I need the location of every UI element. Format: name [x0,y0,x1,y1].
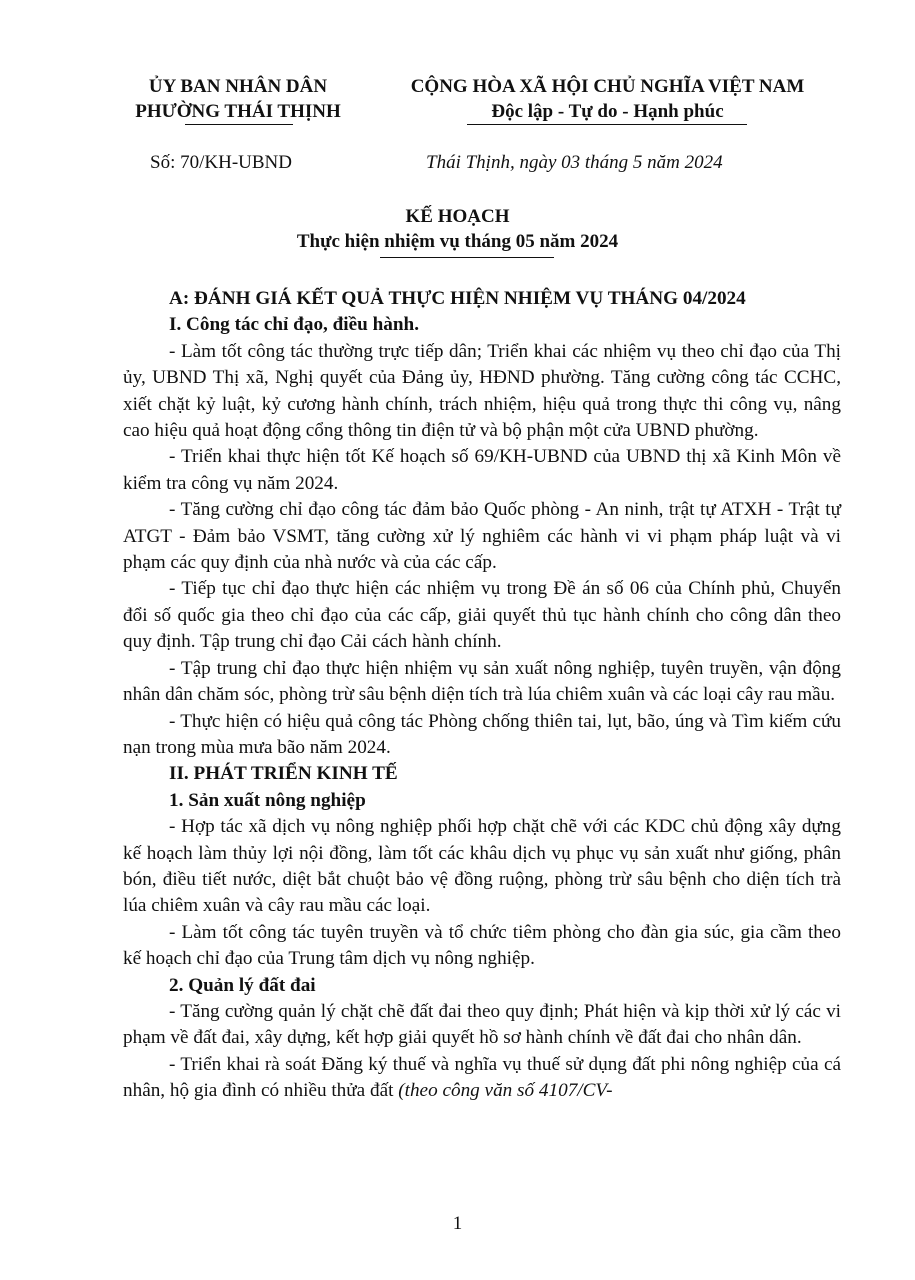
national-title: CỘNG HÒA XÃ HỘI CHỦ NGHĨA VIỆT NAM [410,76,805,97]
paragraph: - Tiếp tục chỉ đạo thực hiện các nhiệm vụ trong Đề án số 06 của Chính phủ, Chuyển đổi số quốc gia theo chỉ đạo của các cấp, giải quyết thủ tục hành chính cho công dân theo quy định. Tập trung chỉ đạo Cải cách hành chính. [123,578,841,653]
document-number: Số: 70/KH-UBND [150,152,292,173]
section-ii-heading: II. PHÁT TRIỂN KINH TẾ [169,763,398,785]
page-number: 1 [452,1213,463,1234]
section-a-heading: A: ĐÁNH GIÁ KẾT QUẢ THỰC HIỆN NHIỆM VỤ THÁNG 04/2024 [169,288,746,309]
paragraph: - Thực hiện có hiệu quả công tác Phòng chống thiên tai, lụt, bão, úng và Tìm kiếm cứu nạn trong mùa mưa bão năm 2024. [123,710,841,758]
paragraph [123,1052,841,1105]
national-motto: Độc lập - Tự do - Hạnh phúc [491,101,724,122]
document-title: KẾ HOẠCH [405,206,510,227]
document-body [123,286,841,1105]
subsection-ii-1-heading: 1. Sản xuất nông nghiệp [169,789,366,811]
paragraph: - Làm tốt công tác tuyên truyền và tổ chức tiêm phòng cho đàn gia súc, gia cầm theo kế hoạch chỉ đạo của Trung tâm dịch vụ nông nghiệp. [123,921,841,970]
motto-underline [467,124,747,125]
paragraph: - Tập trung chỉ đạo thực hiện nhiệm vụ sản xuất nông nghiệp, tuyên truyền, vận động nhân dân chăm sóc, phòng trừ sâu bệnh diện tích trà lúa chiêm xuân và các loại cây rau mầu. [123,657,841,706]
document-subtitle: Thực hiện nhiệm vụ tháng 05 năm 2024 [296,231,619,252]
paragraph-italic-text: (theo công văn số 4107/CV- [398,1080,613,1102]
paragraph-text: - Triển khai rà soát Đăng ký thuế và nghĩa vụ thuế sử dụng đất phi nông nghiệp của cá nhân, hộ gia đình có nhiều thửa đất [123,1053,841,1102]
subsection-ii-2-heading: 2. Quản lý đất đai [169,974,316,996]
paragraph: - Làm tốt công tác thường trực tiếp dân; Triển khai các nhiệm vụ theo chỉ đạo của Thị ủy, UBND Thị xã, Nghị quyết của Đảng ủy, HĐND phường. Tăng cường công tác CCHC, xiết chặt kỷ luật, kỷ cương hành chính, trách nhiệm, hiệu quả trong thực thi công vụ, nâng cao hiệu quả hoạt động cổng thông tin điện tử và bộ phận một cửa UBND phường. [123,340,841,442]
agency-name-line2: PHƯỜNG THÁI THỊNH [135,101,341,122]
section-i-heading: I. Công tác chỉ đạo, điều hành. [169,314,420,336]
paragraph: - Triển khai thực hiện tốt Kế hoạch số 69/KH-UBND của UBND thị xã Kinh Môn về kiểm tra công vụ năm 2024. [123,446,841,494]
paragraph: - Tăng cường chỉ đạo công tác đảm bảo Quốc phòng - An ninh, trật tự ATXH - Trật tự ATGT - Đảm bảo VSMT, tăng cường xử lý nghiêm các hành vi vi phạm pháp luật và vi phạm các quy định của nhà nước và của các cấp. [123,499,841,574]
subtitle-underline [380,257,554,258]
paragraph: - Tăng cường quản lý chặt chẽ đất đai theo quy định; Phát hiện và kịp thời xử lý các vi phạm về đất đai, xây dựng, kết hợp giải quyết hồ sơ hành chính về đất đai cho nhân dân. [123,1000,841,1049]
agency-name-line1: ỦY BAN NHÂN DÂN [148,76,328,97]
paragraph: - Hợp tác xã dịch vụ nông nghiệp phối hợp chặt chẽ với các KDC chủ động xây dựng kế hoạch làm thủy lợi nội đồng, làm tốt các khâu dịch vụ phục vụ sản xuất như giống, phân bón, điều tiết nước, diệt bắt chuột bảo vệ đồng ruộng, phòng trừ sâu bệnh cho diện tích trà lúa chiêm xuân và cây rau mầu các loại. [123,816,841,917]
place-date: Thái Thịnh, ngày 03 tháng 5 năm 2024 [426,152,723,173]
agency-underline [185,124,293,125]
